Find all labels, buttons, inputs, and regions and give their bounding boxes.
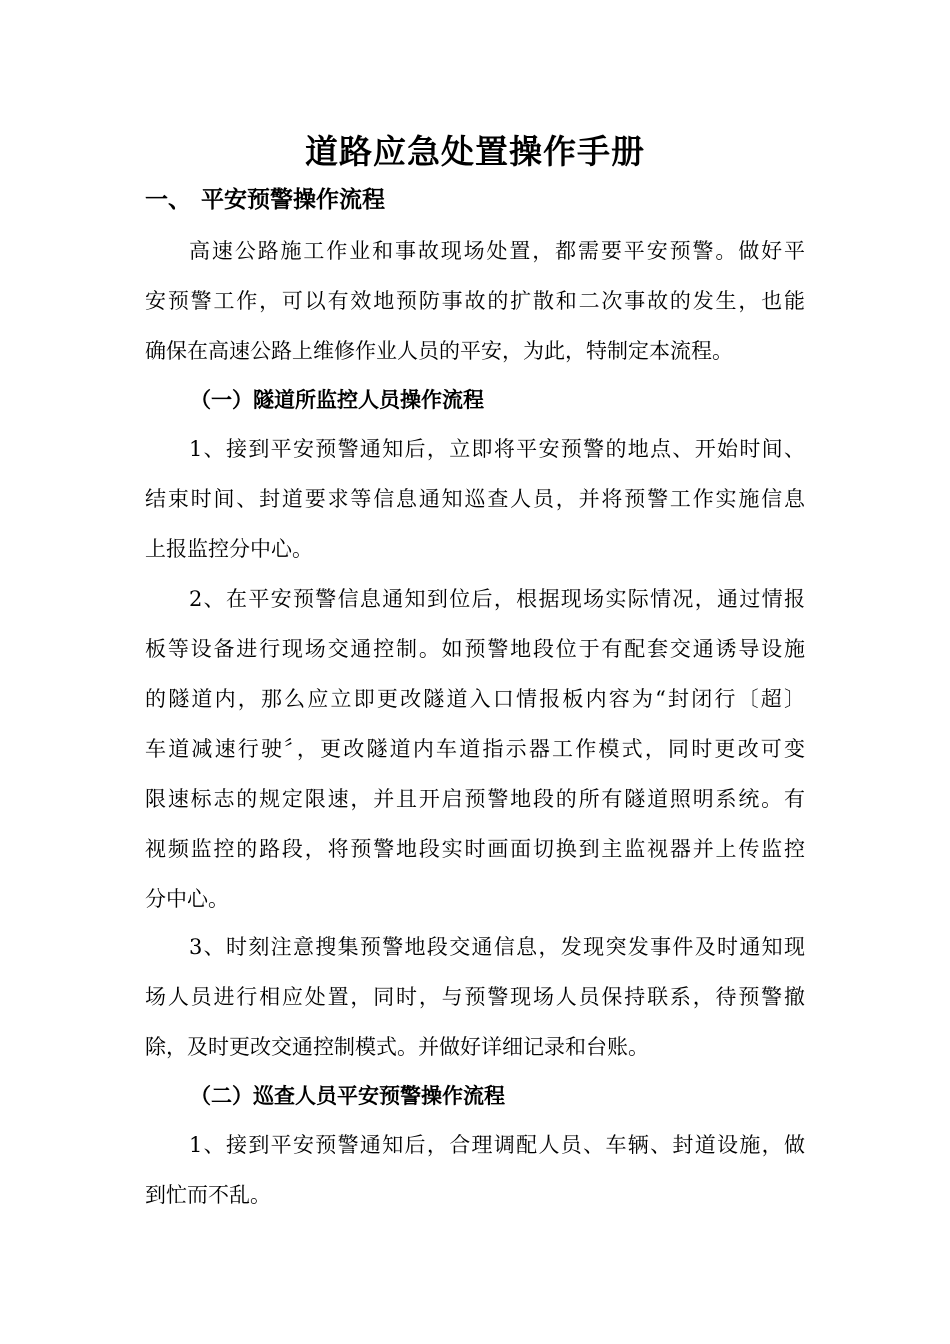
paragraph-line: 1、接到平安预警通知后，合理调配人员、车辆、封道设施，做 bbox=[189, 1133, 805, 1157]
paragraph-line: 到忙而不乱。 bbox=[145, 1183, 271, 1207]
paragraph-line: 上报监控分中心。 bbox=[145, 537, 313, 561]
paragraph-line: 1、接到平安预警通知后，立即将平安预警的地点、开始时间、 bbox=[189, 437, 805, 461]
paragraph-line: 分中心。 bbox=[145, 887, 229, 911]
paragraph-line: 安预警工作，可以有效地预防事故的扩散和二次事故的发生，也能 bbox=[145, 289, 805, 313]
paragraph-line: 场人员进行相应处置，同时，与预警现场人员保持联系，待预警撤 bbox=[145, 985, 805, 1009]
sub2-item-1 bbox=[145, 1120, 805, 1220]
paragraph-line: 结束时间、封道要求等信息通知巡查人员，并将预警工作实施信息 bbox=[145, 487, 805, 511]
section-1-number: 一、 bbox=[145, 186, 191, 213]
subsection-2-heading: （二）巡查人员平安预警操作流程 bbox=[190, 1083, 505, 1108]
section-1-title: 平安预警操作流程 bbox=[201, 186, 385, 213]
sub1-item-3 bbox=[145, 922, 805, 1072]
subsection-1-heading: （一）隧道所监控人员操作流程 bbox=[190, 387, 484, 412]
paragraph-line: 3、时刻注意搜集预警地段交通信息，发现突发事件及时通知现 bbox=[189, 935, 805, 959]
section-1-heading bbox=[145, 180, 385, 220]
paragraph-line: 确保在高速公路上维修作业人员的平安，为此，特制定本流程。 bbox=[145, 339, 733, 363]
sub1-item-2 bbox=[145, 574, 805, 924]
paragraph-line: 板等设备进行现场交通控制。如预警地段位于有配套交通诱导设施 bbox=[145, 637, 805, 661]
paragraph-line: 的隧道内，那么应立即更改隧道入口情报板内容为“封闭行〔超〕 bbox=[145, 687, 805, 711]
intro-paragraph bbox=[145, 226, 805, 376]
paragraph-line: 限速标志的规定限速，并且开启预警地段的所有隧道照明系统。有 bbox=[145, 787, 805, 811]
paragraph-line: 视频监控的路段，将预警地段实时画面切换到主监视器并上传监控 bbox=[145, 837, 805, 861]
paragraph-line: 高速公路施工作业和事故现场处置，都需要平安预警。做好平 bbox=[189, 239, 805, 263]
sub1-item-1 bbox=[145, 424, 805, 574]
paragraph-line: 车道减速行驶〞，更改隧道内车道指示器工作模式，同时更改可变 bbox=[145, 737, 805, 761]
paragraph-line: 2、在平安预警信息通知到位后，根据现场实际情况，通过情报 bbox=[189, 587, 805, 611]
document-title: 道路应急处置操作手册 bbox=[305, 132, 645, 171]
paragraph-line: 除，及时更改交通控制模式。并做好详细记录和台账。 bbox=[145, 1035, 649, 1059]
